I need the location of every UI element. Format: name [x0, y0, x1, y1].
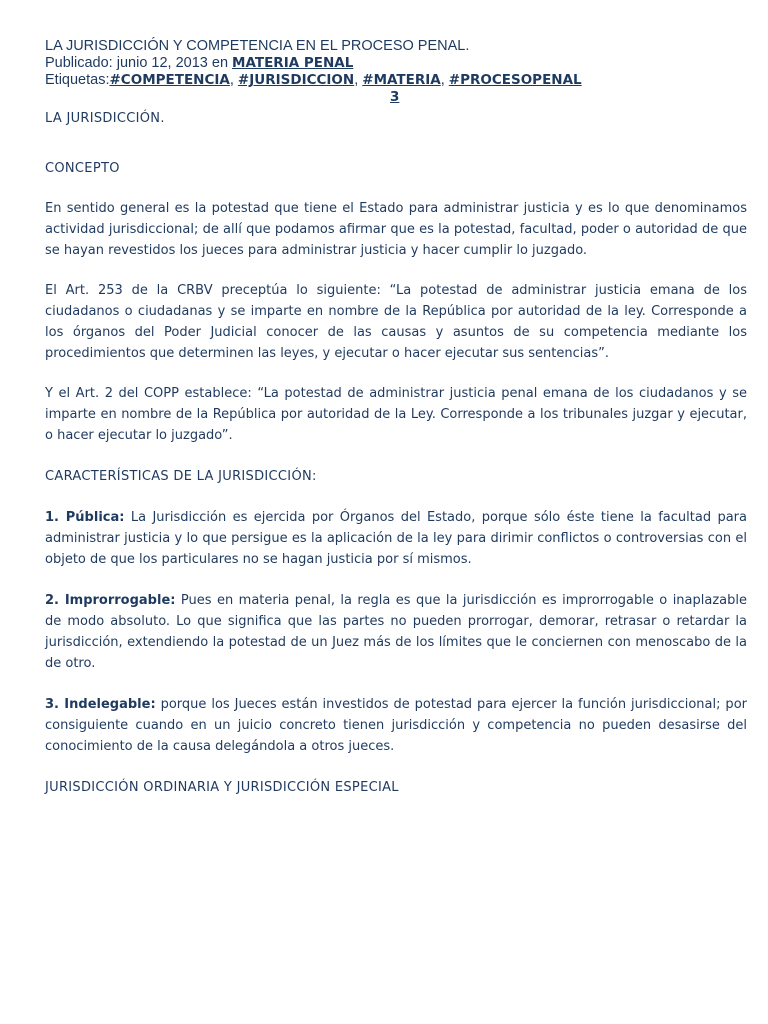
post-tags: [45, 72, 735, 89]
tag-link-jurisdiccion[interactable]: #JURISDICCION: [237, 72, 355, 88]
tags-prefix: Etiquetas:: [45, 72, 110, 88]
label-improrrogable: 2. Improrrogable:: [45, 593, 176, 608]
text-improrrogable: Pues en materia penal, la regla es que la jurisdicción es improrrogable o inaplazable de modo absoluto. Lo que significa que las partes no pueden prorrogar, demorar, retrasar o retardar la jurisdicción, extendiendo la potestad de un Juez más de los límites que le conciernen con menoscabo de la de otro.: [45, 593, 747, 671]
paragraph-improrrogable: [45, 590, 747, 674]
post-published: [45, 55, 735, 72]
page-number-link[interactable]: 3: [390, 89, 400, 105]
tag-link-competencia[interactable]: #COMPETENCIA: [109, 72, 230, 88]
paragraph-definition: En sentido general es la potestad que tiene el Estado para administrar justicia y es lo que denominamos actividad jurisdiccional; de allí que podamos afirmar que es la potestad, facultad, poder o autoridad de que se hayan revestidos los jueces para administrar justicia y hacer cumplir lo juzgado.: [45, 201, 747, 258]
published-prefix: Publicado: junio 12, 2013 en: [45, 55, 233, 71]
label-publica: 1. Pública:: [45, 510, 125, 525]
paragraph-publica: [45, 507, 747, 570]
tag-separator: ,: [229, 72, 238, 88]
heading-jurisdiccion: LA JURISDICCIÓN.: [45, 111, 165, 126]
heading-ordinaria-especial: JURISDICCIÓN ORDINARIA Y JURISDICCIÓN ESPECIAL: [45, 780, 399, 795]
post-title: LA JURISDICCIÓN Y COMPETENCIA EN EL PROCESO PENAL.: [45, 38, 470, 54]
label-indelegable: 3. Indelegable:: [45, 697, 156, 712]
tag-link-procesopenal[interactable]: #PROCESOPENAL: [448, 72, 582, 88]
category-link[interactable]: MATERIA PENAL: [232, 55, 354, 71]
heading-caracteristicas: CARACTERÍSTICAS DE LA JURISDICCIÓN:: [45, 469, 317, 484]
paragraph-art-253: El Art. 253 de la CRBV preceptúa lo siguiente: “La potestad de administrar justicia emana de los ciudadanos o ciudadanas y se imparte en nombre de la República por autoridad de la ley. Corresponde a los órganos del Poder Judicial conocer de las causas y asuntos de su competencia mediante los procedimientos que determinen las leyes, y ejecutar o hacer ejecutar sus sentencias”.: [45, 283, 747, 361]
page-number-link-wrap: [390, 89, 399, 106]
tag-link-materia[interactable]: #MATERIA: [362, 72, 441, 88]
heading-concepto: CONCEPTO: [45, 161, 120, 176]
article-body: [45, 108, 747, 798]
tag-separator: ,: [354, 72, 363, 88]
paragraph-art-2: Y el Art. 2 del COPP establece: “La potestad de administrar justicia penal emana de los ciudadanos y se imparte en nombre de la República por autoridad de la Ley. Corresponde a los tribunales juzgar y ejecutar, o hacer ejecutar lo juzgado”.: [45, 386, 747, 443]
text-indelegable: porque los Jueces están investidos de potestad para ejercer la función jurisdiccional; por consiguiente cuando en un juicio concreto tienen jurisdicción y competencia no pueden desasirse del conocimiento de la causa delegándola a otros jueces.: [45, 697, 747, 754]
tag-separator: ,: [440, 72, 449, 88]
paragraph-indelegable: [45, 694, 747, 757]
text-publica: La Jurisdicción es ejercida por Órganos del Estado, porque sólo éste tiene la facultad para administrar justicia y lo que persigue es la aplicación de la ley para dirimir conflictos o controversias con el objeto de que los particulares no se hagan justicia por sí mismos.: [45, 510, 747, 567]
post-header: [45, 38, 735, 105]
